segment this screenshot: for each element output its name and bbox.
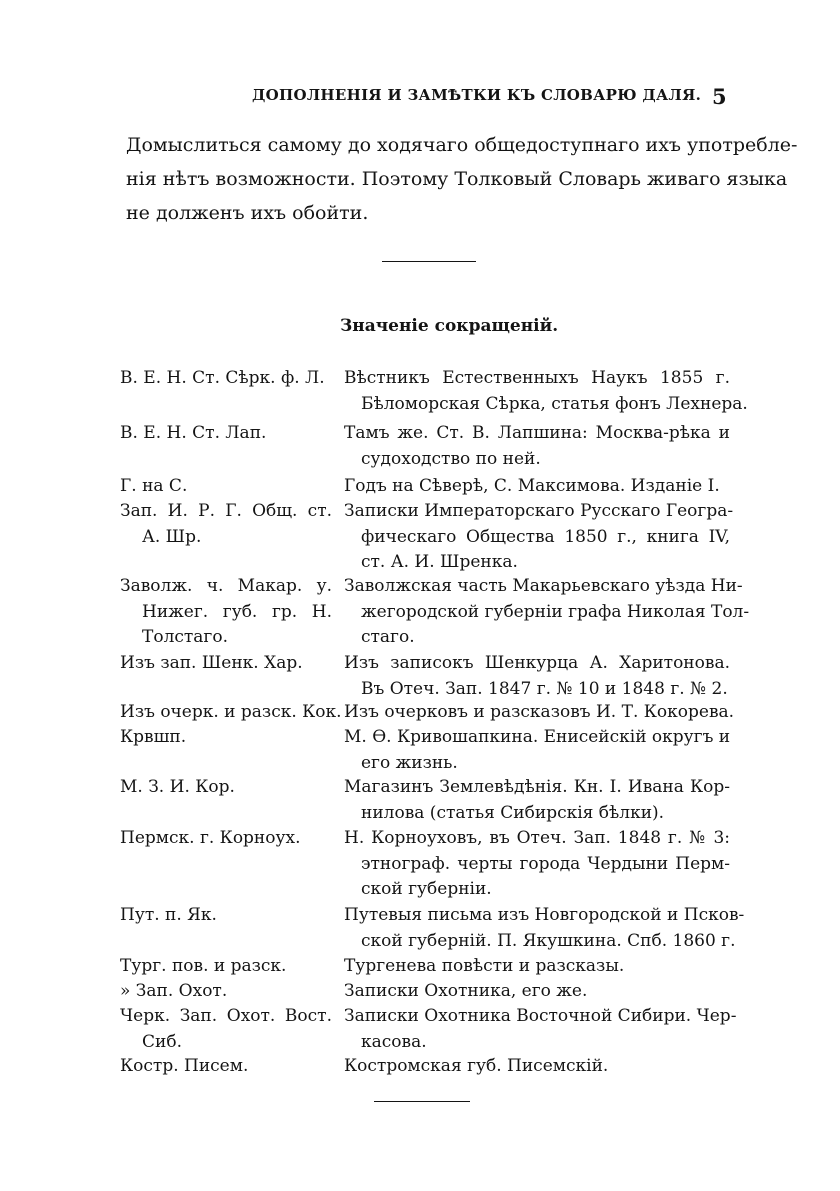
abbreviation-expansion <box>344 499 734 576</box>
abbreviation-term <box>120 700 342 726</box>
abbreviation-expansion-line: Заволжская часть Макарьевскаго уѣзда Ни- <box>344 576 743 596</box>
abbreviation-term-line: Изъ очерк. и разск. Кок. <box>120 702 342 722</box>
abbreviation-expansion <box>344 366 748 417</box>
abbreviation-expansion <box>344 979 730 1005</box>
abbreviation-expansion-line: ской губерній. П. Якушкина. Спб. 1860 г. <box>361 930 736 951</box>
abbreviation-expansion-line: его жизнь. <box>361 752 458 773</box>
abbreviation-expansion-line: фическаго Общества 1850 г., книга IV, <box>361 526 730 547</box>
abbreviation-term-line: Крвшп. <box>120 727 187 747</box>
abbreviation-expansion-line: Записки Охотника, его же. <box>344 981 588 1001</box>
abbreviation-expansion-line: Тамъ же. Ст. В. Лапшина: Москва-рѣка и <box>344 423 730 443</box>
abbreviation-expansion-line: Въ Отеч. Зап. 1847 г. № 10 и 1848 г. № 2. <box>361 678 728 699</box>
abbreviation-term <box>120 499 332 550</box>
abbreviation-expansion-line: Н. Корноуховъ, въ Отеч. Зап. 1848 г. № 3: <box>344 828 730 848</box>
abbreviation-term-line: Черк. Зап. Охот. Вост. <box>120 1006 332 1026</box>
running-title: ДОПОЛНЕНІЯ И ЗАМѢТКИ КЪ СЛОВАРЮ ДАЛЯ. <box>252 86 702 104</box>
section-divider-top <box>382 261 476 262</box>
abbreviation-term-line: Заволж. ч. Макар. у. <box>120 576 332 596</box>
abbreviation-term <box>120 574 332 651</box>
abbreviation-term-line: Сиб. <box>142 1031 182 1052</box>
abbreviation-term-line: В. Е. Н. Ст. Сѣрк. ф. Л. <box>120 368 325 388</box>
abbreviation-expansion-line: ст. А. И. Шренка. <box>361 552 518 572</box>
abbreviation-expansion-line: Вѣстникъ Естественныхъ Наукъ 1855 г. <box>344 368 730 388</box>
abbreviation-expansion <box>344 1004 737 1055</box>
abbreviation-expansion <box>344 651 730 702</box>
abbreviation-term-line: М. З. И. Кор. <box>120 777 235 797</box>
abbreviation-term-line: В. Е. Н. Ст. Лап. <box>120 423 267 443</box>
section-divider-bottom <box>374 1101 470 1102</box>
abbreviation-expansion-line: судоходство по ней. <box>361 448 541 469</box>
abbreviation-expansion <box>344 574 750 651</box>
abbreviation-expansion-line: жегородской губерніи графа Николая Тол- <box>361 601 750 622</box>
abbreviation-term-line: Нижег. губ. гр. Н. <box>142 601 332 622</box>
abbreviation-expansion-line: Изъ очерковъ и разсказовъ И. Т. Кокорева. <box>344 702 735 722</box>
abbreviation-term <box>120 366 332 392</box>
abbreviation-expansion <box>344 1054 730 1080</box>
abbreviation-term-line: Г. на С. <box>120 476 188 496</box>
abbreviation-term <box>120 474 332 500</box>
abbreviation-term <box>120 1004 332 1055</box>
page-number: 5 <box>712 84 727 109</box>
abbreviation-term <box>120 826 332 852</box>
abbreviation-expansion <box>344 474 730 500</box>
abbreviation-expansion-line: Изъ записокъ Шенкурца А. Харитонова. <box>344 653 730 673</box>
abbreviation-term-line: Пут. п. Як. <box>120 905 217 925</box>
abbreviation-term-line: Изъ зап. Шенк. Хар. <box>120 653 303 673</box>
abbreviation-expansion-line: этнограф. черты города Чердыни Перм- <box>361 853 730 874</box>
abbreviation-term-line: » Зап. Охот. <box>120 981 228 1001</box>
abbreviation-expansion-line: Путевыя письма изъ Новгородской и Псков- <box>344 905 745 925</box>
abbreviation-expansion-line: Магазинъ Землевѣдѣнія. Кн. I. Ивана Кор- <box>344 777 730 797</box>
intro-line: нія нѣтъ возможности. Поэтому Толковый Словарь живаго языка <box>126 168 788 190</box>
abbreviation-expansion <box>344 700 735 726</box>
abbreviation-term-line: Пермск. г. Корноух. <box>120 828 301 848</box>
abbreviation-term <box>120 1054 332 1080</box>
abbreviation-term <box>120 979 332 1005</box>
abbreviation-term-line: Толстаго. <box>142 627 228 647</box>
abbreviation-expansion-line: М. Ѳ. Кривошапкина. Енисейскій округъ и <box>344 727 731 747</box>
abbreviation-expansion-line: нилова (статья Сибирскія бѣлки). <box>361 802 665 823</box>
abbreviation-term <box>120 421 332 447</box>
intro-line: не долженъ ихъ обойти. <box>126 202 369 224</box>
abbreviation-term-line: Зап. И. Р. Г. Общ. ст. <box>120 501 332 521</box>
abbreviation-expansion-line: Бѣломорская Сѣрка, статья фонъ Лехнера. <box>361 393 748 414</box>
abbreviation-expansion-line: ской губерніи. <box>361 879 492 899</box>
abbreviation-term-line: Тург. пов. и разск. <box>120 956 287 976</box>
intro-paragraph <box>126 128 798 230</box>
abbreviation-expansion-line: Записки Охотника Восточной Сибири. Чер- <box>344 1006 737 1026</box>
abbreviation-expansion-line: Годъ на Сѣверѣ, С. Максимова. Изданіе I. <box>344 476 720 496</box>
abbreviation-expansion-line: Записки Императорскаго Русскаго Геогра- <box>344 501 734 521</box>
abbreviation-term <box>120 954 332 980</box>
abbreviation-expansion <box>344 826 730 903</box>
abbreviation-term-line: Костр. Писем. <box>120 1056 249 1076</box>
abbreviation-expansion <box>344 775 730 826</box>
intro-line: Домыслиться самому до ходячаго общедоступнаго ихъ употребле- <box>126 134 798 156</box>
abbreviation-expansion-line: Костромская губ. Писемскій. <box>344 1056 609 1076</box>
abbreviation-expansion <box>344 725 730 776</box>
abbreviation-expansion <box>344 421 730 472</box>
abbreviation-term-line: А. Шр. <box>142 526 202 547</box>
abbreviation-expansion <box>344 954 730 980</box>
abbreviation-term <box>120 725 332 751</box>
abbreviation-term <box>120 651 332 677</box>
abbreviation-term <box>120 903 332 929</box>
abbreviation-term <box>120 775 332 801</box>
abbreviation-expansion-line: Тургенева повѣсти и разсказы. <box>344 956 625 976</box>
abbreviation-expansion-line: стаго. <box>361 627 415 647</box>
section-title: Значеніе сокращеній. <box>340 316 559 336</box>
abbreviation-expansion <box>344 903 745 954</box>
abbreviation-expansion-line: касова. <box>361 1031 427 1052</box>
